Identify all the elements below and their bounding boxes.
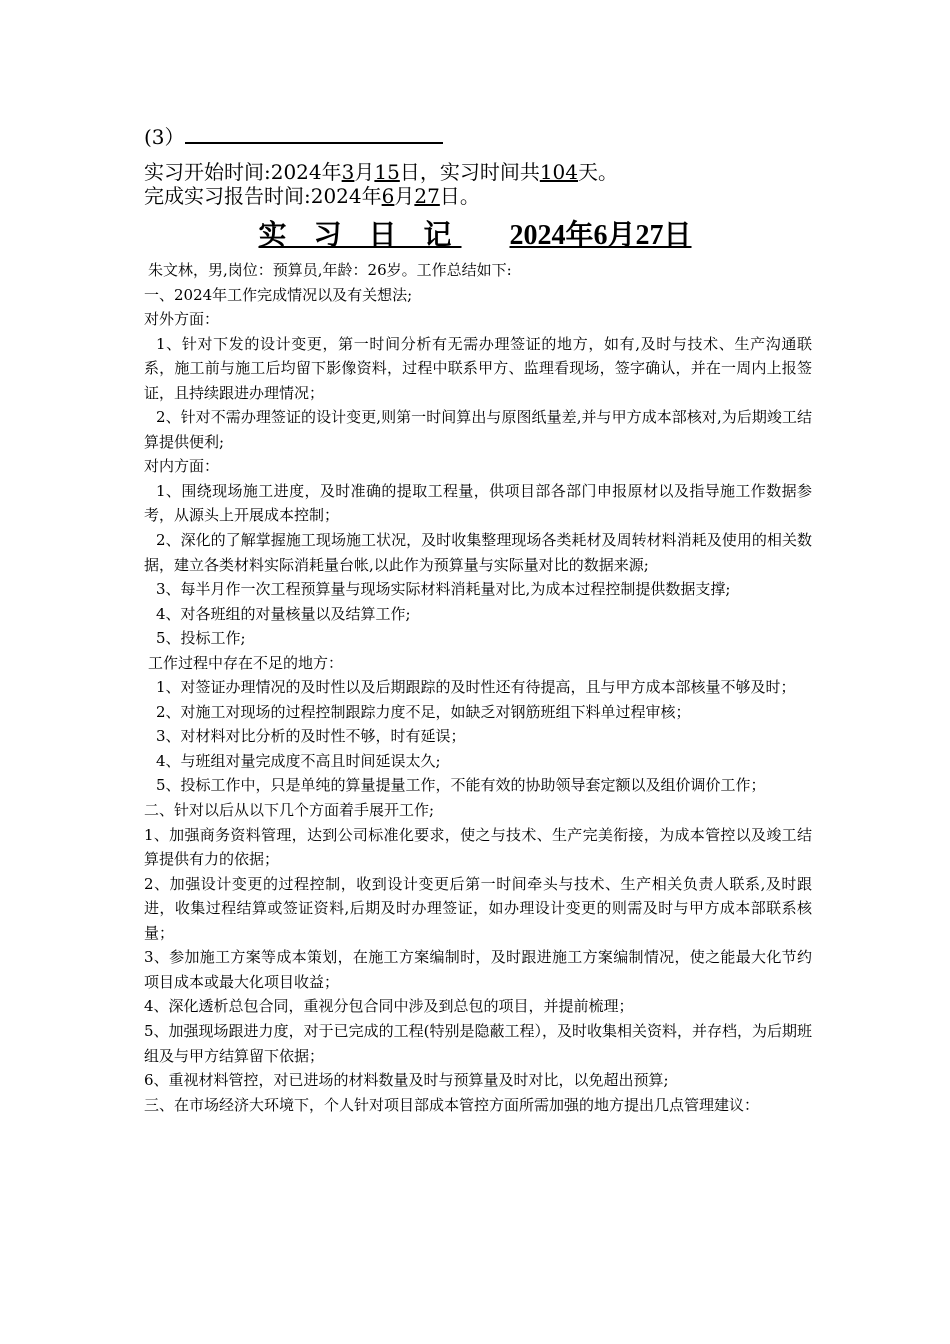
report-prefix: 完成实习报告时间:2024年 [144,184,382,208]
list-item: 2、加强设计变更的过程控制，收到设计变更后第一时间牵头与技术、生产相关负责人联系,及时跟进，收集过程结算或签证资料,后期及时办理签证，如办理设计变更的则需及时与甲方成本部联系核量； [144,874,812,942]
start-month-unit: 月 [354,160,375,184]
subsection-heading: 对外方面： [144,310,220,329]
report-day: 27 [414,184,440,208]
list-item: 2、深化的了解掌握施工现场施工状况，及时收集整理现场各类耗材及周转材料消耗及使用的相关数据，建立各类材料实际消耗量台帐,以此作为预算量与实际量对比的数据来源; [144,531,812,574]
list-item: 1、加强商务资料管理，达到公司标准化要求，使之与技术、生产完美衔接，为成本管控以及竣工结算提供有力的依据； [144,825,812,869]
report-suffix: 日。 [439,184,480,208]
diary-body [144,258,812,1117]
list-item: 2、对施工对现场的过程控制跟踪力度不足，如缺乏对钢筋班组下料单过程审核； [156,702,691,721]
report-month: 6 [381,184,395,208]
list-item: 4、与班组对量完成度不高且时间延误太久; [156,751,441,770]
section-heading: 一、2024年工作完成情况以及有关想法; [144,285,413,304]
list-item: 5、投标工作中，只是单纯的算量提量工作，不能有效的协助领导套定额以及组价调价工作； [156,776,766,795]
list-item: 5、投标工作; [156,629,246,648]
subsection-heading: 工作过程中存在不足的地方： [148,653,344,672]
list-item: 4、对各班组的对量核量以及结算工作; [156,604,411,623]
item-3-label: (3） [144,125,185,149]
list-item: 3、对材料对比分析的及时性不够，时有延误； [156,727,466,746]
start-month: 3 [341,160,355,184]
report-date-line [144,184,480,208]
subsection-heading: 对内方面： [144,457,220,476]
start-mid: 日，实习时间共 [399,160,540,184]
list-item: 4、深化透析总包合同，重视分包合同中涉及到总包的项目，并提前梳理； [144,997,634,1016]
title-label: 实 习 日 记 [258,220,462,251]
list-item: 2、针对不需办理签证的设计变更,则第一时间算出与原图纸量差,并与甲方成本部核对,为后期竣工结算提供便利; [144,408,812,451]
start-day: 15 [374,160,400,184]
list-item: 3、参加施工方案等成本策划，在施工方案编制时，及时跟进施工方案编制情况，使之能最大化节约项目成本或最大化项目收益； [144,948,812,991]
list-item: 1、针对下发的设计变更，第一时间分析有无需办理签证的地方，如有,及时与技术、生产沟通联系，施工前与施工后均留下影像资料，过程中联系甲方、监理看现场，签字确认，并在一周内上报签证，且持续跟进办理情况； [144,334,812,402]
section-heading: 三、在市场经济大环境下，个人针对项目部成本管控方面所需加强的地方提出几点管理建议： [144,1095,760,1114]
paragraph: 朱文林，男,岗位：预算员,年龄：26岁。工作总结如下: [148,261,512,279]
list-item: 3、每半月作一次工程预算量与现场实际材料消耗量对比,为成本过程控制提供数据支撑; [156,580,731,599]
list-item: 1、围绕现场施工进度，及时准确的提取工程量，供项目部各部门申报原材以及指导施工作数据参考，从源头上开展成本控制； [144,481,812,525]
section-heading: 二、针对以后从以下几个方面着手展开工作; [144,801,435,820]
title-date: 2024年6月27日 [509,220,692,251]
total-days: 104 [539,160,579,184]
start-suffix: 天。 [578,160,619,184]
list-item: 1、对签证办理情况的及时性以及后期跟踪的及时性还有待提高，且与甲方成本部核量不够及时； [156,678,796,697]
diary-title [0,218,950,254]
report-month-unit: 月 [394,184,415,208]
internship-start-line [144,160,618,184]
list-item: 5、加强现场跟进力度，对于已完成的工程(特别是隐蔽工程），及时收集相关资料，并存档，为后期班组及与甲方结算留下依据； [144,1021,812,1065]
item-3-line [144,124,443,149]
list-item: 6、重视材料管控，对已进场的材料数量及时与预算量及时对比，以免超出预算; [144,1071,669,1090]
blank-underline [185,124,443,144]
start-prefix: 实习开始时间:2024年 [144,160,342,184]
